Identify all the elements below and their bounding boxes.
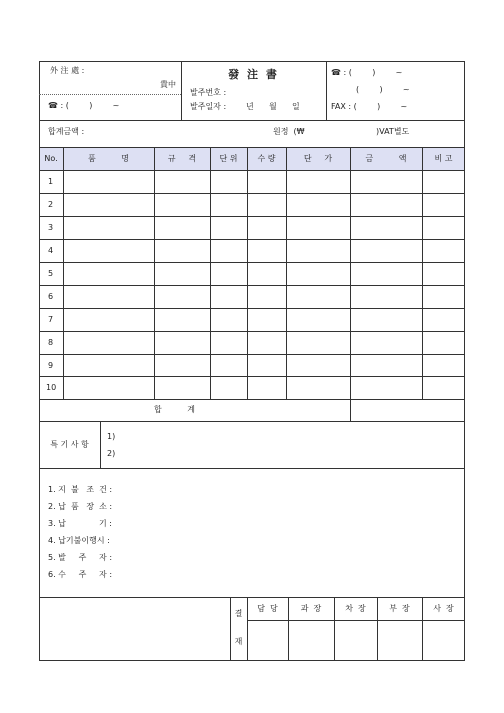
col-line-4 [247,147,248,399]
condition-deadline: 3. 납 기 : [48,519,112,528]
header-quantity: 수 량 [257,154,276,163]
header-amount: 금 액 [365,154,407,163]
row-number: 5 [48,269,54,278]
remarks-line-2: 2) [107,449,116,458]
total-currency: 원정 (₩ [273,127,305,136]
row-number: 3 [48,223,54,232]
condition-contractor: 6. 수 주 자 : [48,570,113,579]
header-unit-price: 단 가 [303,154,333,163]
remarks-label: 특 기 사 항 [50,440,89,449]
col-line-3 [210,147,211,399]
row-number: 6 [48,292,54,301]
row-number: 1 [48,177,54,186]
sum-label: 합 계 [154,405,195,414]
approval-label-top: 결 [234,609,243,618]
condition-orderer: 5. 발 주 자 : [48,553,113,562]
col-line-6 [350,147,351,421]
approval-role-president: 사 장 [433,604,454,613]
col-line-1 [63,147,64,399]
header-bottom-line [39,120,465,121]
row-number: 10 [46,383,57,392]
header-remarks: 비 고 [434,154,453,163]
col-line-2 [154,147,155,399]
row-line [39,331,465,332]
order-number-label: 발주번호 : [190,88,227,97]
row-line [39,262,465,263]
row-number: 9 [48,361,54,370]
row-number: 2 [48,200,54,209]
order-date-units: 년 월 일 [246,102,300,111]
supplier-dotted-line [39,94,181,95]
sender-fax: FAX : ( ) ~ [331,102,408,111]
remarks-divider [100,421,101,468]
supplier-suffix: 貴中 [160,80,176,89]
order-date-label: 발주일자 : [190,102,227,111]
row-line [39,193,465,194]
sender-phone-2: ( ) ~ [356,85,410,94]
total-vat: )VAT별도 [376,127,410,136]
header-item-name: 품 명 [88,154,129,163]
table-header-line [39,170,465,171]
sender-phone-1: ☎ : ( ) ~ [331,68,403,77]
header-unit: 단 위 [219,154,238,163]
row-number: 4 [48,246,54,255]
approval-left-line [230,597,231,661]
approval-role-department-head: 부 장 [389,604,410,613]
row-line [39,354,465,355]
header-spec: 규 격 [167,154,197,163]
row-line [39,216,465,217]
approval-header-line [247,620,465,621]
row-line [39,399,465,400]
approval-label-bottom: 재 [234,637,243,646]
supplier-phone: ☎ : ( ) ~ [48,101,120,110]
total-amount-label: 합계금액 : [48,127,85,136]
approval-role-deputy-head: 차 장 [345,604,366,613]
condition-late-delivery: 4. 납기불이행시 : [48,536,110,545]
col-line-7 [422,147,423,399]
supplier-label: 外 注 處 : [50,66,85,75]
sum-bottom-line [39,421,465,422]
conditions-bottom-line [39,597,465,598]
header-divider-right [326,61,327,120]
approval-role-manager: 담 당 [257,604,278,613]
header-no: No. [44,154,58,163]
row-line [39,285,465,286]
condition-payment: 1. 지 불 조 건 : [48,485,113,494]
row-line [39,239,465,240]
row-number: 8 [48,338,54,347]
approval-role-section-chief: 과 장 [300,604,322,613]
row-line [39,308,465,309]
condition-delivery-place: 2. 납 품 장 소 : [48,502,113,511]
row-number: 7 [48,315,54,324]
remarks-line-1: 1) [107,432,116,441]
col-line-5 [286,147,287,399]
doc-title: 發 注 書 [228,68,279,81]
row-line [39,376,465,377]
remarks-bottom-line [39,468,465,469]
